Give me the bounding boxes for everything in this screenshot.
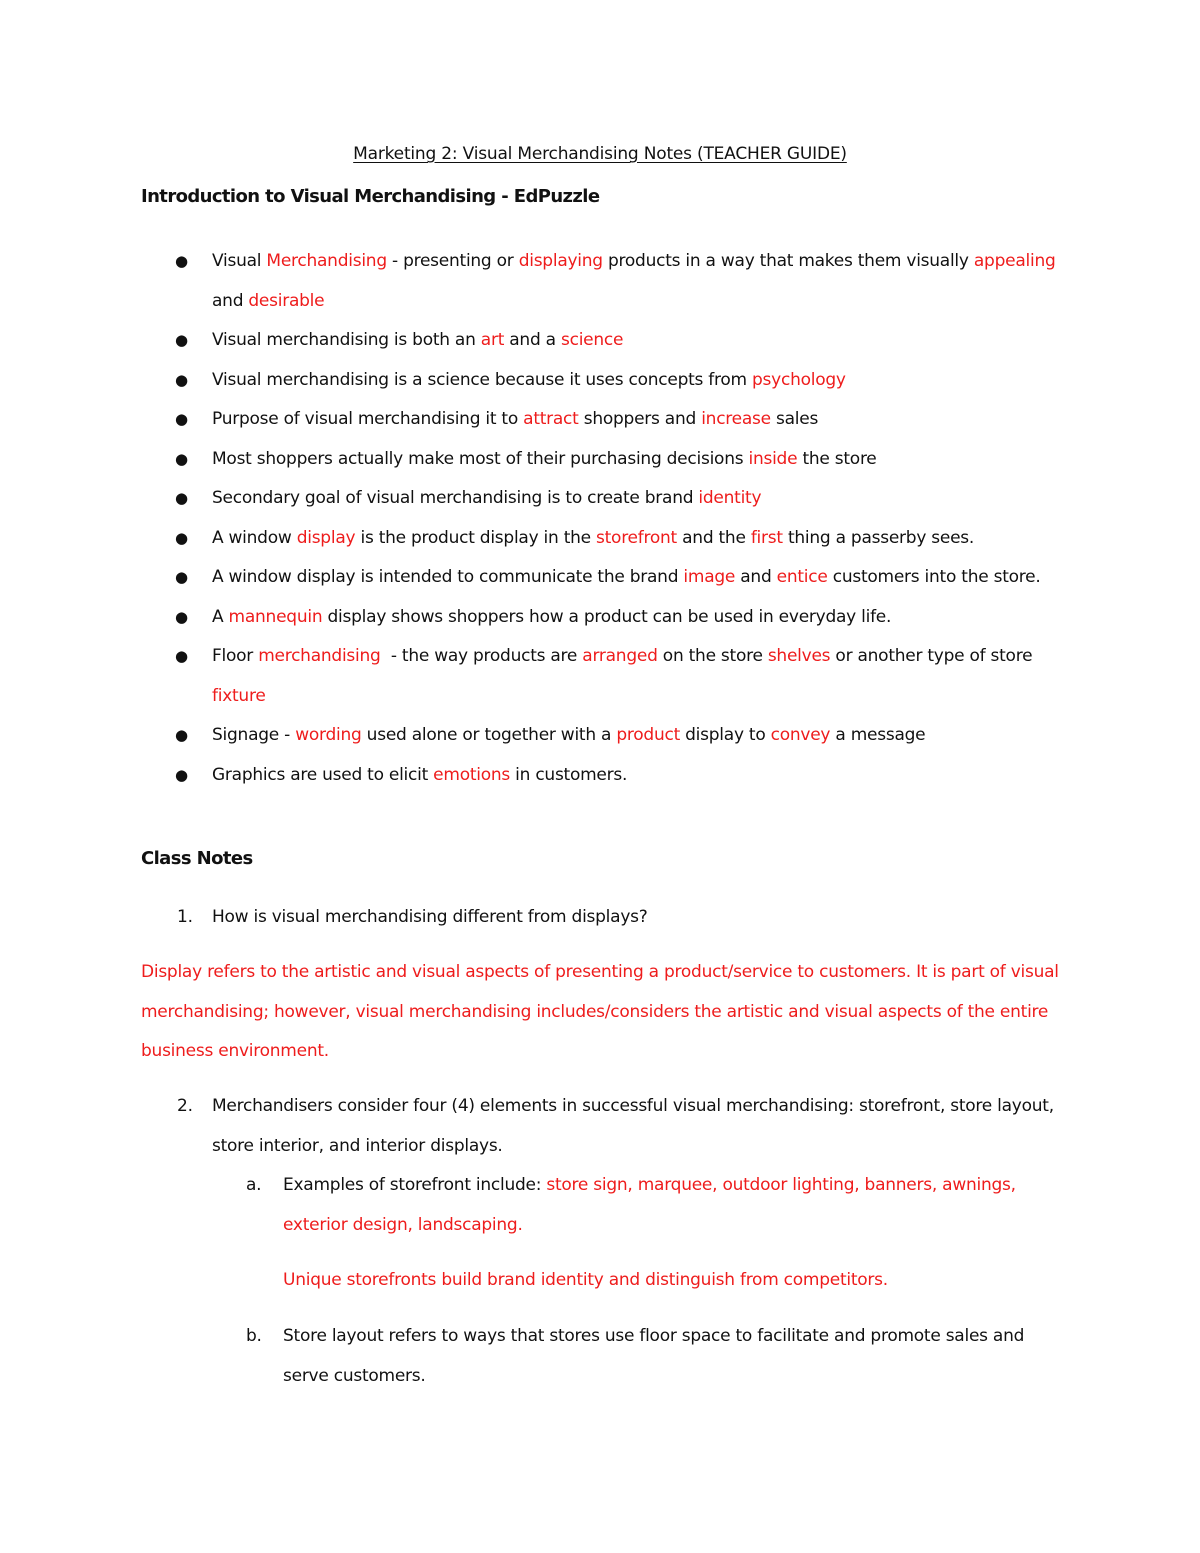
bullet-dot-icon: ● bbox=[175, 568, 188, 586]
question-1-answer: Display refers to the artistic and visual aspects of presenting a product/service to customers. It is part of visual merchandising; however, visual merchandising includes/considers the artistic and visual aspects of the entire business environment. bbox=[141, 962, 1059, 1061]
bullet-item bbox=[141, 361, 1061, 401]
answer-term: inside bbox=[748, 448, 798, 469]
bullet-text: Visual merchandising is both an bbox=[212, 330, 481, 350]
bullet-text: used alone or together with a bbox=[361, 725, 617, 745]
bullet-dot-icon: ● bbox=[175, 647, 188, 665]
answer-term: desirable bbox=[248, 290, 325, 311]
bullet-dot-icon: ● bbox=[175, 765, 188, 784]
bullet-text: Purpose of visual merchandising it to bbox=[212, 409, 524, 429]
bullet-item bbox=[141, 519, 1061, 559]
sub-item-a-note: Unique storefronts build brand identity and distinguish from competitors. bbox=[283, 1270, 888, 1290]
sub-item-b bbox=[212, 1317, 1062, 1396]
bullet-item bbox=[141, 716, 1061, 756]
bullet-dot-icon: ● bbox=[175, 528, 188, 547]
answer-term: wording bbox=[295, 725, 362, 745]
bullet-text: a message bbox=[830, 725, 926, 745]
question-1 bbox=[141, 898, 1061, 938]
answer-term: identity bbox=[698, 488, 762, 508]
bullet-text: and bbox=[735, 567, 777, 587]
answer-term: emotions bbox=[433, 764, 511, 785]
bullet-text: Visual merchandising is a science because it uses concepts from bbox=[212, 369, 753, 390]
question-2-number: 2. bbox=[177, 1096, 193, 1116]
bullet-item bbox=[141, 479, 1061, 519]
answer-term: fixture bbox=[212, 685, 266, 706]
answer-term: mannequin bbox=[228, 606, 323, 627]
bullet-text: display to bbox=[679, 725, 771, 745]
bullet-text: and bbox=[212, 251, 1061, 311]
bullet-text: thing a passerby sees. bbox=[782, 527, 975, 548]
question-1-text: How is visual merchandising different from displays? bbox=[212, 907, 648, 927]
bullet-dot-icon: ● bbox=[175, 410, 188, 428]
bullet-item bbox=[141, 756, 1061, 796]
sub-item-a-text: Examples of storefront include: bbox=[283, 1175, 547, 1195]
page-title: Marketing 2: Visual Merchandising Notes (TEACHER GUIDE) bbox=[353, 144, 847, 164]
bullet-item bbox=[141, 637, 1061, 716]
bullet-text: is the product display in the bbox=[355, 527, 597, 548]
bullet-text: Signage - bbox=[212, 725, 296, 745]
answer-term: arranged bbox=[582, 646, 658, 666]
answer-term: art bbox=[480, 330, 505, 350]
bullet-dot-icon: ● bbox=[175, 252, 188, 270]
bullet-text: display shows shoppers how a product can be used in everyday life. bbox=[322, 606, 892, 627]
bullet-text: A bbox=[212, 606, 229, 627]
answer-term: first bbox=[750, 527, 783, 548]
bullet-list bbox=[141, 242, 1061, 795]
answer-term: entice bbox=[776, 567, 828, 587]
section-heading-intro: Introduction to Visual Merchandising - EdPuzzle bbox=[141, 186, 600, 207]
bullet-text: A window bbox=[212, 527, 297, 548]
answer-term: displaying bbox=[518, 251, 603, 271]
bullet-text: on the store bbox=[657, 646, 768, 666]
bullet-text: Graphics are used to elicit bbox=[212, 764, 434, 785]
bullet-item bbox=[141, 440, 1061, 480]
bullet-dot-icon: ● bbox=[175, 370, 188, 389]
question-1-number: 1. bbox=[177, 907, 193, 927]
bullet-text: in customers. bbox=[510, 764, 628, 785]
question-2 bbox=[141, 1087, 1061, 1166]
bullet-text: the store bbox=[797, 448, 877, 469]
answer-term: convey bbox=[770, 725, 831, 745]
bullet-text: - the way products are bbox=[380, 646, 583, 666]
bullet-dot-icon: ● bbox=[175, 489, 188, 507]
sub-item-b-text: Store layout refers to ways that stores use floor space to facilitate and promote sales and serve customers. bbox=[283, 1326, 1025, 1386]
bullet-item bbox=[141, 242, 1061, 321]
bullet-text: and a bbox=[504, 330, 561, 350]
bullet-text: or another type of store bbox=[830, 646, 1038, 666]
bullet-text: sales bbox=[770, 409, 819, 429]
answer-term: science bbox=[560, 330, 624, 350]
answer-term: storefront bbox=[596, 527, 677, 548]
sub-item-a-letter: a. bbox=[246, 1175, 262, 1195]
bullet-dot-icon: ● bbox=[175, 449, 188, 468]
bullet-text: shoppers and bbox=[578, 409, 702, 429]
answer-term: display bbox=[296, 527, 356, 548]
section-heading-class-notes: Class Notes bbox=[141, 848, 253, 869]
bullet-dot-icon: ● bbox=[175, 726, 188, 744]
sub-item-a-answer: store sign, marquee, outdoor lighting, banners, awnings, exterior design, landscaping. bbox=[283, 1175, 1016, 1235]
sub-item-b-letter: b. bbox=[246, 1326, 262, 1346]
bullet-dot-icon: ● bbox=[175, 607, 188, 626]
answer-term: psychology bbox=[752, 369, 846, 390]
answer-term: merchandising bbox=[258, 646, 381, 666]
bullet-item bbox=[141, 400, 1061, 440]
bullet-text: - presenting or bbox=[386, 251, 519, 271]
question-2-text: Merchandisers consider four (4) elements in successful visual merchandising: storefront, store layout, store interior, and interior displays. bbox=[212, 1096, 1054, 1156]
answer-term: increase bbox=[701, 409, 771, 429]
bullet-text: Visual bbox=[212, 251, 267, 271]
answer-term: product bbox=[616, 725, 680, 745]
bullet-text: A window display is intended to communicate the brand bbox=[212, 567, 684, 587]
bullet-text: Most shoppers actually make most of their purchasing decisions bbox=[212, 448, 749, 469]
bullet-text: and the bbox=[676, 527, 751, 548]
bullet-item bbox=[141, 558, 1061, 598]
answer-term: shelves bbox=[767, 646, 831, 666]
bullet-text: customers into the store. bbox=[827, 567, 1041, 587]
answer-term: Merchandising bbox=[266, 251, 387, 271]
bullet-text: Secondary goal of visual merchandising is to create brand bbox=[212, 488, 699, 508]
bullet-item bbox=[141, 321, 1061, 361]
answer-term: appealing bbox=[973, 251, 1056, 271]
sub-item-a bbox=[212, 1166, 1062, 1245]
bullet-text: products in a way that makes them visually bbox=[602, 251, 974, 271]
answer-term: image bbox=[683, 567, 736, 587]
bullet-text: Floor bbox=[212, 646, 259, 666]
bullet-dot-icon: ● bbox=[175, 331, 188, 349]
answer-term: attract bbox=[523, 409, 579, 429]
bullet-item bbox=[141, 598, 1061, 638]
